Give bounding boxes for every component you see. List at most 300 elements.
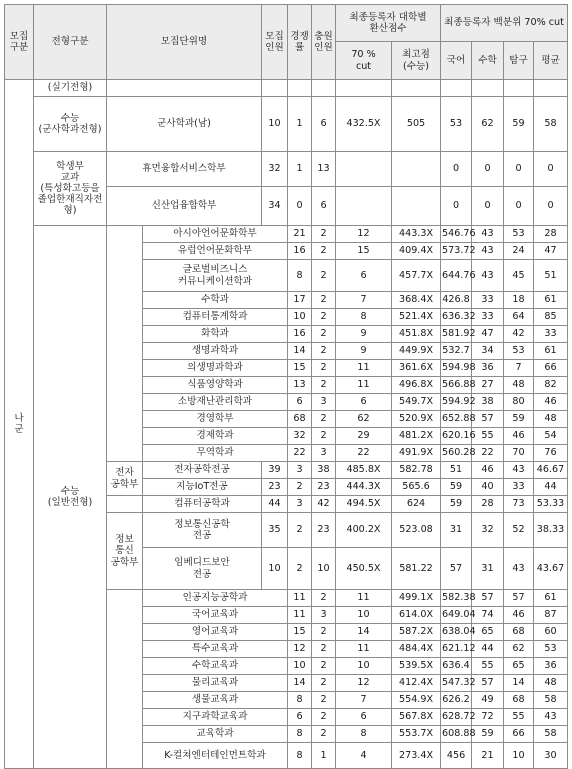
inquiry-percentile: 48 [534,411,568,428]
unit-name: 정보통신공학 전공 [143,513,262,548]
quota: 14 [288,675,312,692]
filled-count: 42 [312,496,336,513]
math-percentile: 14 [504,675,534,692]
unit-name: 국어교육과 [143,607,288,624]
competition-ratio: 1 [288,97,312,152]
filled-count: 7 [336,292,392,309]
header-admission-type: 전형구분 [34,5,107,80]
filled-count: 6 [336,260,392,292]
cut70-score [336,152,392,187]
top-score: 620.16 [441,428,472,445]
military-type-label: 수능 (군사학과전형) [34,97,107,152]
quota: 21 [288,226,312,243]
inquiry-percentile: 28 [534,226,568,243]
average-percentile: 44 [534,479,568,496]
inquiry-percentile: 51 [534,260,568,292]
unit-name: 무역학과 [143,445,288,462]
quota: 22 [288,445,312,462]
top-score: 565.6 [392,479,441,496]
infocomm-subgroup-label: 정보 통신 공학부 [107,513,143,590]
math-percentile: 0 [472,187,504,226]
math-percentile: 59 [504,411,534,428]
quota: 68 [288,411,312,428]
top-score [392,152,441,187]
cut70-score: 484.4X [392,641,441,658]
cut70-score: 443.3X [392,226,441,243]
top-score: 546.76 [441,226,472,243]
header-math: 수학 [472,42,504,80]
cut70-score: 409.4X [392,243,441,260]
inquiry-percentile: 46 [534,394,568,411]
quota: 44 [262,496,288,513]
competition-ratio: 3 [312,607,336,624]
korean-percentile: 36 [472,360,504,377]
korean-percentile: 72 [472,709,504,726]
average-percentile: 38.33 [534,513,568,548]
inquiry-percentile: 43 [504,462,534,479]
unit-name: 수학과 [143,292,288,309]
korean-percentile: 49 [472,692,504,709]
unit-name: 교육학과 [143,726,288,743]
korean-percentile: 44 [472,641,504,658]
inquiry-percentile: 61 [534,292,568,309]
filled-count: 6 [336,394,392,411]
quota: 10 [262,548,288,590]
filled-count: 6 [312,187,336,226]
table-row [5,97,568,152]
korean-percentile: 51 [441,462,472,479]
header-korean: 국어 [441,42,472,80]
math-percentile: 48 [504,377,534,394]
unit-name: 군사학과(남) [107,97,262,152]
header-percentile-group: 최종등록자 백분위 70% cut [441,5,568,42]
quota: 10 [262,97,288,152]
filled-count: 10 [336,607,392,624]
top-score: 532.7 [441,343,472,360]
cut70-score: 587.2X [392,624,441,641]
top-score: 582.78 [392,462,441,479]
inquiry-percentile: 30 [534,743,568,769]
korean-percentile: 31 [441,513,472,548]
filled-count: 9 [336,326,392,343]
competition-ratio: 1 [288,152,312,187]
inquiry-percentile: 54 [534,428,568,445]
electronic-subgroup-label: 전자 공학부 [107,462,143,496]
inquiry-percentile: 33 [534,326,568,343]
competition-ratio: 2 [312,260,336,292]
unit-name: 지구과학교육과 [143,709,288,726]
table-row [5,152,568,187]
competition-ratio: 2 [312,675,336,692]
korean-percentile: 59 [441,496,472,513]
inquiry-percentile: 61 [534,590,568,607]
cut70-score: 481.2X [392,428,441,445]
header-competition-ratio: 경쟁 률 [288,5,312,80]
competition-ratio: 2 [312,377,336,394]
top-score [392,187,441,226]
filled-count: 8 [336,726,392,743]
competition-ratio: 3 [288,462,312,479]
unit-name: K-컬쳐엔터테인먼트학과 [143,743,288,769]
cut70-score: 457.7X [392,260,441,292]
math-percentile: 53 [504,226,534,243]
math-percentile: 18 [504,292,534,309]
top-score: 636.32 [441,309,472,326]
cut70-score: 451.8X [392,326,441,343]
korean-percentile: 74 [472,607,504,624]
top-score: 624 [392,496,441,513]
average-percentile: 46.67 [534,462,568,479]
cut70-score: 273.4X [392,743,441,769]
inquiry-percentile: 0 [504,187,534,226]
korean-percentile: 43 [472,260,504,292]
korean-percentile: 27 [472,377,504,394]
quota: 10 [288,309,312,326]
quota: 8 [288,692,312,709]
math-percentile: 10 [504,743,534,769]
korean-percentile: 57 [472,590,504,607]
math-percentile: 62 [504,641,534,658]
top-score: 573.72 [441,243,472,260]
unit-name: 유럽언어문화학부 [143,243,288,260]
quota: 32 [288,428,312,445]
inquiry-percentile: 59 [504,97,534,152]
cut70-score: 499.1X [392,590,441,607]
top-score: 644.76 [441,260,472,292]
cut70-score: 539.5X [392,658,441,675]
math-percentile: 70 [504,445,534,462]
inquiry-percentile: 76 [534,445,568,462]
quota: 16 [288,243,312,260]
competition-ratio: 2 [312,411,336,428]
competition-ratio: 3 [312,394,336,411]
unit-name: 컴퓨터공학과 [143,496,262,513]
cut70-score: 449.9X [392,343,441,360]
inquiry-percentile: 60 [534,624,568,641]
quota: 16 [288,326,312,343]
competition-ratio: 2 [312,343,336,360]
quota: 12 [288,641,312,658]
inquiry-percentile: 48 [534,675,568,692]
filled-count: 14 [336,624,392,641]
math-percentile: 62 [472,97,504,152]
cut70-score: 494.5X [336,496,392,513]
unit-name: 물리교육과 [143,675,288,692]
unit-name: 임베디드보안 전공 [143,548,262,590]
unit-name: 특수교육과 [143,641,288,658]
cut70-score: 614.0X [392,607,441,624]
unit-name: 생물교육과 [143,692,288,709]
filled-count: 15 [336,243,392,260]
cut70-score: 400.2X [336,513,392,548]
cut70-score: 496.8X [392,377,441,394]
unit-name: 경영학부 [143,411,288,428]
math-percentile: 42 [504,326,534,343]
filled-count: 11 [336,360,392,377]
inquiry-percentile: 82 [534,377,568,394]
cut70-score: 444.3X [336,479,392,496]
student-type-label: 학생부 교과 (특성화고등을 졸업한재직자전 형) [34,152,107,226]
korean-percentile: 57 [472,675,504,692]
competition-ratio: 2 [312,692,336,709]
competition-ratio: 3 [288,496,312,513]
competition-ratio: 3 [312,445,336,462]
top-score: 581.92 [441,326,472,343]
math-percentile: 65 [504,658,534,675]
inquiry-percentile: 58 [534,692,568,709]
math-percentile: 68 [504,624,534,641]
header-filled-count: 충원 인원 [312,5,336,80]
filled-count: 12 [336,226,392,243]
math-percentile: 64 [504,309,534,326]
filled-count: 10 [312,548,336,590]
math-percentile: 46 [504,428,534,445]
math-percentile: 55 [504,709,534,726]
cut70-score: 432.5X [336,97,392,152]
cut70-score: 521.4X [392,309,441,326]
math-percentile: 32 [472,513,504,548]
filled-count: 23 [312,479,336,496]
top-score: 523.08 [392,513,441,548]
math-percentile: 28 [472,496,504,513]
korean-percentile: 47 [472,326,504,343]
inquiry-percentile: 52 [504,513,534,548]
practical-row [5,80,568,97]
unit-name: 아시아언어문화학부 [143,226,288,243]
unit-name: 소방재난관리학과 [143,394,288,411]
quota: 13 [288,377,312,394]
unit-name: 신산업융합학부 [107,187,262,226]
korean-percentile: 22 [472,445,504,462]
practical-label: (실기전형) [34,80,107,97]
math-percentile: 46 [504,607,534,624]
competition-ratio: 1 [312,743,336,769]
quota: 8 [288,260,312,292]
math-percentile: 46 [472,462,504,479]
filled-count: 4 [336,743,392,769]
competition-ratio: 2 [312,309,336,326]
table-row [5,226,568,243]
filled-count: 62 [336,411,392,428]
cut70-score: 491.9X [392,445,441,462]
cut70-score: 549.7X [392,394,441,411]
top-score: 636.4 [441,658,472,675]
top-score: 560.28 [441,445,472,462]
cut70-score: 368.4X [392,292,441,309]
korean-percentile: 38 [472,394,504,411]
top-score: 652.88 [441,411,472,428]
math-percentile: 24 [504,243,534,260]
unit-name: 식품영양학과 [143,377,288,394]
cut70-score: 485.8X [336,462,392,479]
inquiry-percentile: 43 [534,709,568,726]
competition-ratio: 2 [288,548,312,590]
header-top-score: 최고점 (수능) [392,42,441,80]
korean-percentile: 59 [441,479,472,496]
top-score: 426.8 [441,292,472,309]
general-type-label: 수능 (일반전형) [34,226,107,769]
math-percentile: 45 [504,260,534,292]
filled-count: 11 [336,377,392,394]
filled-count: 38 [312,462,336,479]
top-score: 608.88 [441,726,472,743]
cut70-score: 567.8X [392,709,441,726]
quota: 8 [288,743,312,769]
korean-percentile: 34 [472,343,504,360]
competition-ratio: 2 [312,226,336,243]
filled-count: 9 [336,343,392,360]
filled-count: 23 [312,513,336,548]
inquiry-percentile: 36 [534,658,568,675]
cut70-score [336,187,392,226]
cut70-score: 412.4X [392,675,441,692]
filled-count: 22 [336,445,392,462]
top-score: 582.38 [441,590,472,607]
inquiry-percentile: 53 [534,641,568,658]
header-gun: 모집 구분 [5,5,34,80]
top-score: 566.88 [441,377,472,394]
filled-count: 29 [336,428,392,445]
competition-ratio: 2 [312,590,336,607]
unit-name: 전자공학전공 [143,462,262,479]
header-row-1 [5,5,568,42]
korean-percentile: 33 [472,292,504,309]
inquiry-percentile: 58 [534,726,568,743]
average-percentile: 53.33 [534,496,568,513]
top-score: 505 [392,97,441,152]
average-percentile: 43.67 [534,548,568,590]
quota: 10 [288,658,312,675]
unit-name: 인공지능공학과 [143,590,288,607]
header-quota: 모집 인원 [262,5,288,80]
unit-name: 의생명과학과 [143,360,288,377]
admission-results-table [4,4,568,769]
korean-percentile: 57 [441,548,472,590]
filled-count: 6 [312,97,336,152]
unit-name: 글로벌비즈니스 커뮤니케이션학과 [143,260,288,292]
inquiry-percentile: 87 [534,607,568,624]
inquiry-percentile: 0 [504,152,534,187]
competition-ratio: 2 [312,428,336,445]
math-percentile: 7 [504,360,534,377]
quota: 34 [262,187,288,226]
quota: 6 [288,394,312,411]
math-percentile: 66 [504,726,534,743]
korean-percentile: 55 [472,658,504,675]
competition-ratio: 2 [312,326,336,343]
cut70-score: 450.5X [336,548,392,590]
korean-percentile: 55 [472,428,504,445]
top-score: 638.04 [441,624,472,641]
math-percentile: 57 [504,590,534,607]
quota: 39 [262,462,288,479]
quota: 6 [288,709,312,726]
unit-name: 휴먼융합서비스학부 [107,152,262,187]
top-score: 594.92 [441,394,472,411]
competition-ratio: 2 [312,292,336,309]
cut70-score: 554.9X [392,692,441,709]
header-unit-name: 모집단위명 [107,5,262,80]
korean-percentile: 43 [472,226,504,243]
quota: 15 [288,360,312,377]
quota: 8 [288,726,312,743]
top-score: 621.12 [441,641,472,658]
inquiry-percentile: 33 [504,479,534,496]
cut70-score: 520.9X [392,411,441,428]
top-score: 547.32 [441,675,472,692]
gun-label: 나 군 [5,80,34,769]
math-percentile: 68 [504,692,534,709]
average-percentile: 0 [534,187,568,226]
filled-count: 7 [336,692,392,709]
filled-count: 10 [336,658,392,675]
header-converted-score-group: 최종등록자 대학별 환산점수 [336,5,441,42]
korean-percentile: 65 [472,624,504,641]
inquiry-percentile: 66 [534,360,568,377]
competition-ratio: 2 [312,243,336,260]
filled-count: 6 [336,709,392,726]
quota: 11 [288,607,312,624]
inquiry-percentile: 47 [534,243,568,260]
filled-count: 13 [312,152,336,187]
competition-ratio: 2 [312,709,336,726]
quota: 35 [262,513,288,548]
header-inquiry: 탐구 [504,42,534,80]
quota: 32 [262,152,288,187]
top-score: 628.72 [441,709,472,726]
math-percentile: 40 [472,479,504,496]
competition-ratio: 2 [312,360,336,377]
top-score: 626.2 [441,692,472,709]
quota: 11 [288,590,312,607]
filled-count: 8 [336,309,392,326]
quota: 17 [288,292,312,309]
competition-ratio: 2 [288,513,312,548]
korean-percentile: 43 [472,243,504,260]
unit-name: 수학교육과 [143,658,288,675]
filled-count: 11 [336,641,392,658]
cut70-score: 361.6X [392,360,441,377]
unit-name: 컴퓨터통계학과 [143,309,288,326]
quota: 14 [288,343,312,360]
unit-name: 영어교육과 [143,624,288,641]
math-percentile: 80 [504,394,534,411]
competition-ratio: 0 [288,187,312,226]
korean-percentile: 0 [441,187,472,226]
average-percentile: 0 [534,152,568,187]
header-cut70: 70 % cut [336,42,392,80]
korean-percentile: 57 [472,411,504,428]
unit-name: 생명과학과 [143,343,288,360]
competition-ratio: 2 [312,641,336,658]
unit-name: 경제학과 [143,428,288,445]
unit-name: 지능IoT전공 [143,479,262,496]
filled-count: 12 [336,675,392,692]
top-score: 456 [441,743,472,769]
inquiry-percentile: 85 [534,309,568,326]
top-score: 581.22 [392,548,441,590]
inquiry-percentile: 61 [534,343,568,360]
inquiry-percentile: 73 [504,496,534,513]
top-score: 594.98 [441,360,472,377]
inquiry-percentile: 43 [504,548,534,590]
math-percentile: 0 [472,152,504,187]
korean-percentile: 53 [441,97,472,152]
competition-ratio: 2 [312,658,336,675]
korean-percentile: 0 [441,152,472,187]
filled-count: 11 [336,590,392,607]
header-average: 평균 [534,42,568,80]
